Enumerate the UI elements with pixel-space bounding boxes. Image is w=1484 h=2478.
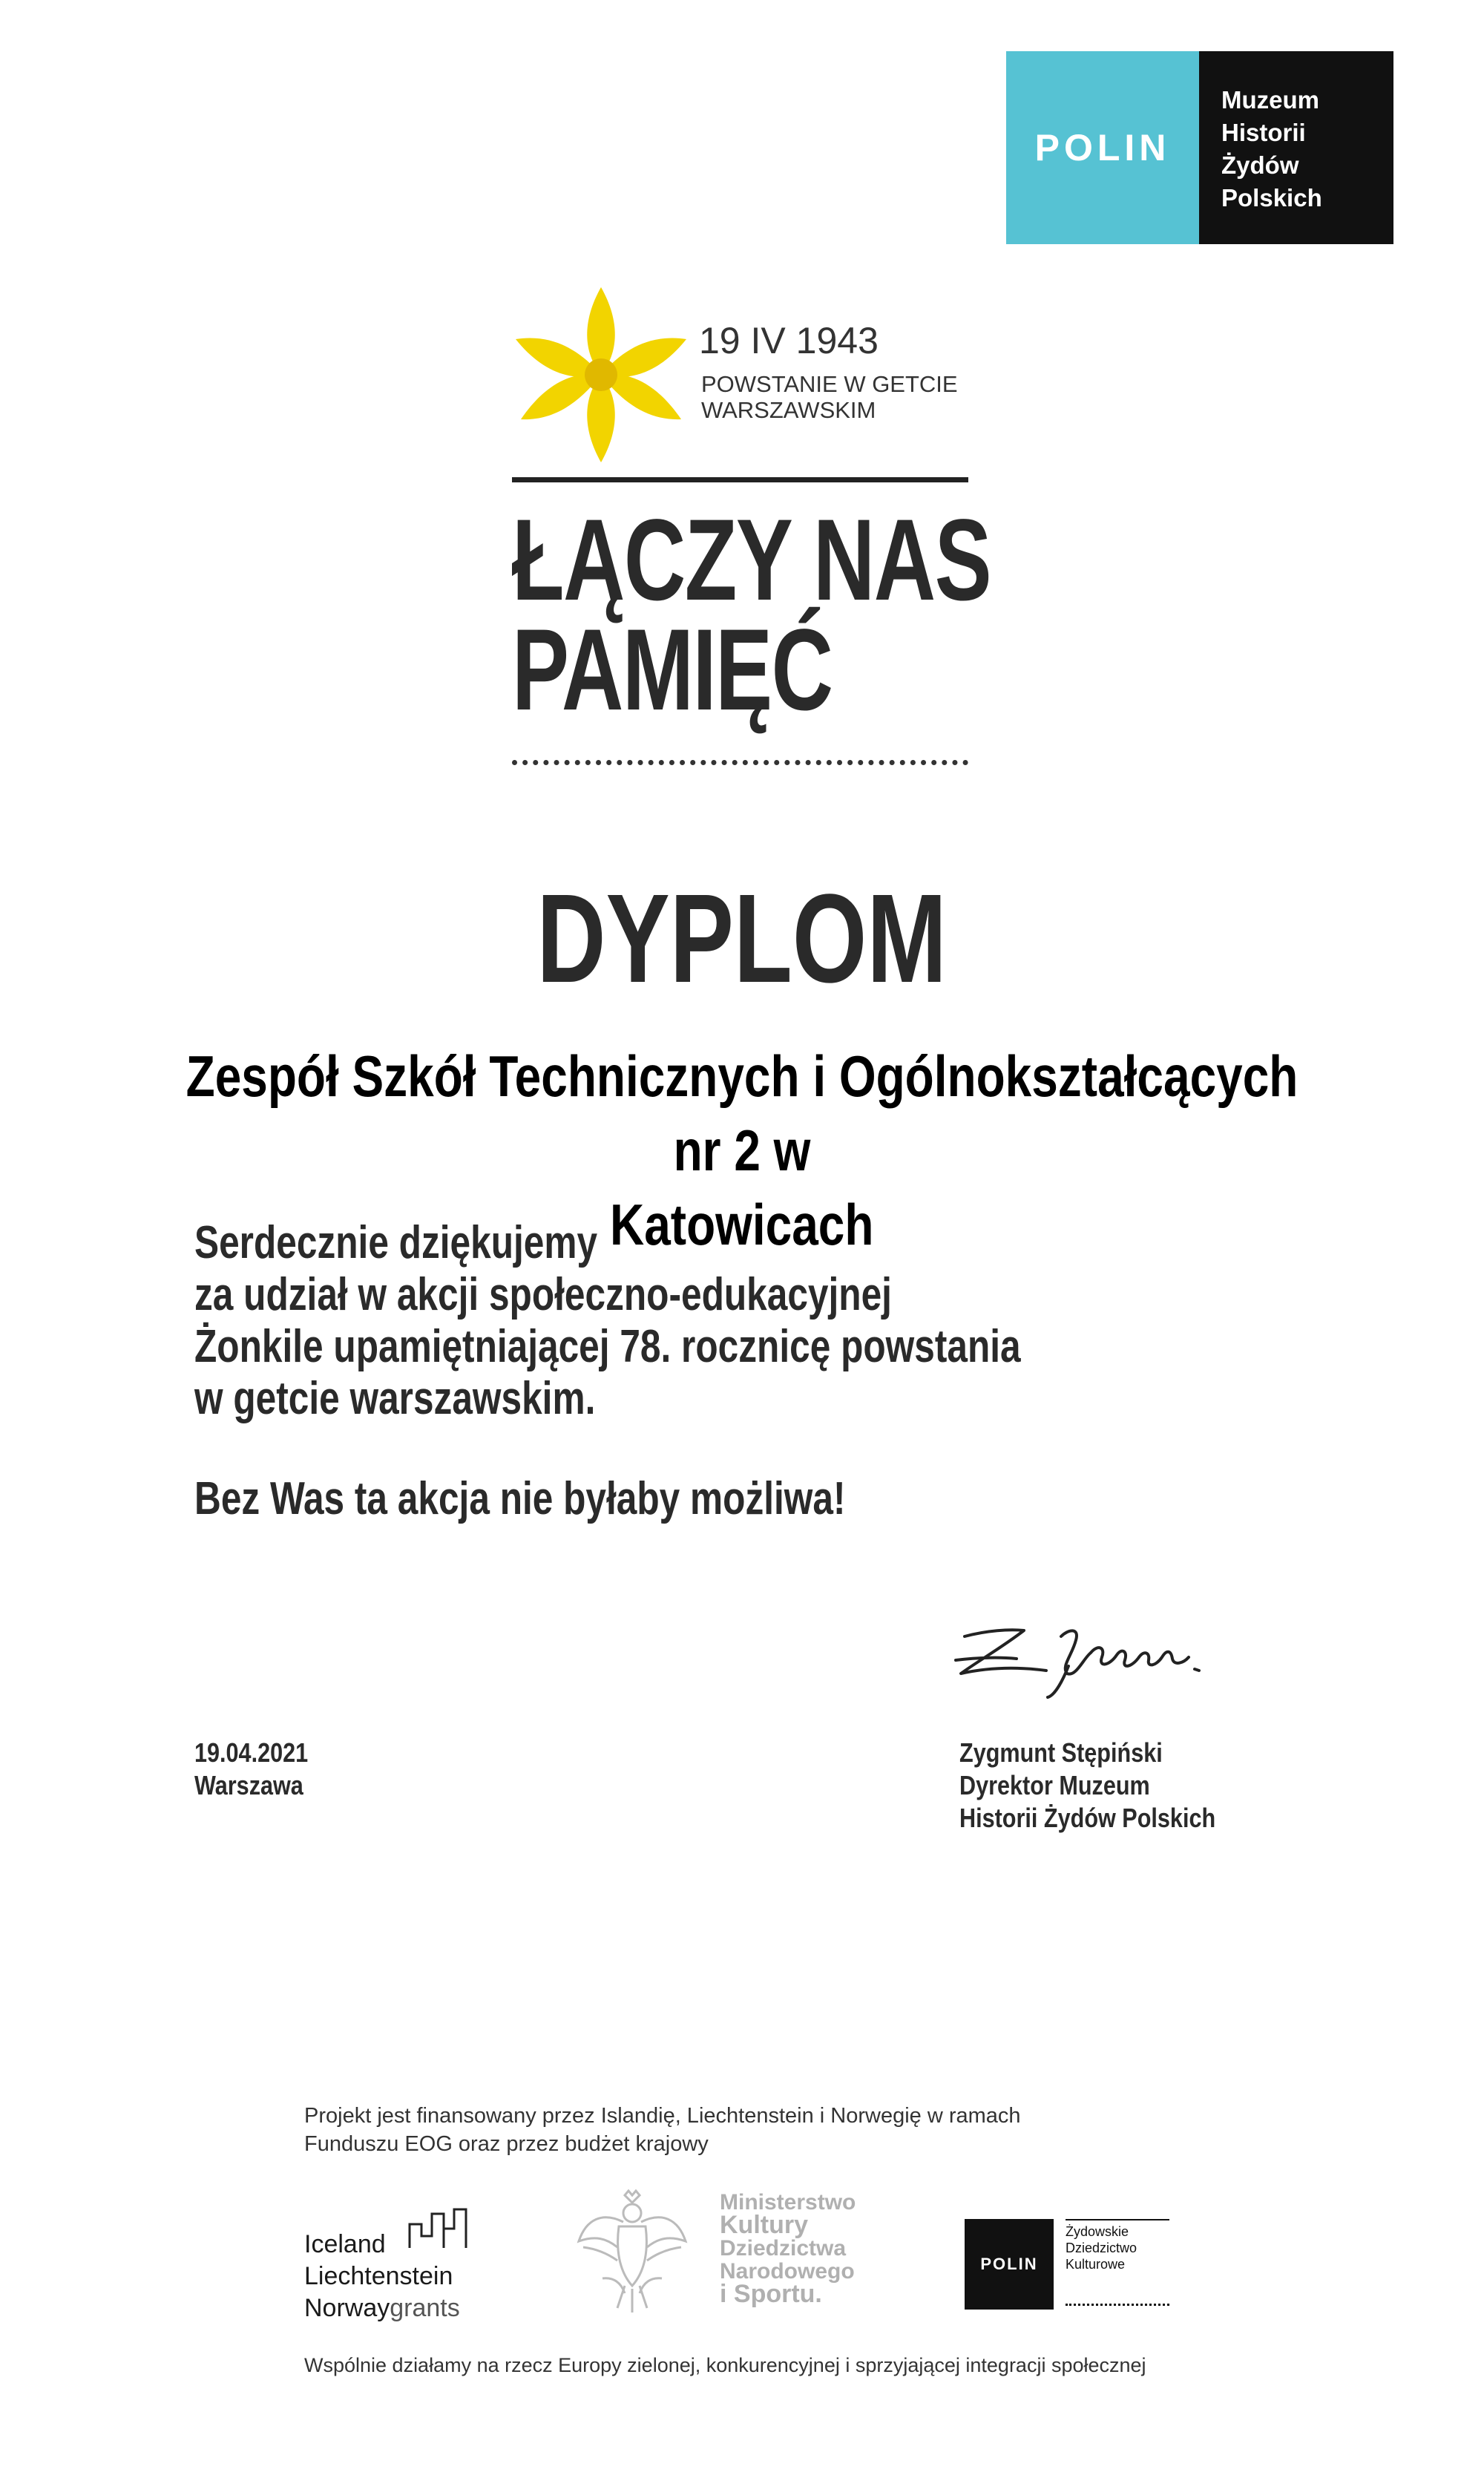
issue-place: Warszawa	[194, 1770, 303, 1800]
eea-iceland: Iceland	[304, 2230, 386, 2258]
zdk-top-rule	[1066, 2219, 1169, 2220]
zdk-line: Dziedzictwo	[1066, 2241, 1137, 2255]
eea-grants-logo	[304, 2193, 519, 2322]
eea-grants-mark-icon	[407, 2206, 473, 2251]
zdk-line: Żydowskie	[1066, 2224, 1129, 2239]
closing-message: Bez Was ta akcja nie byłaby możliwa!	[194, 1473, 846, 1524]
eea-liechtenstein: Liechtenstein	[304, 2262, 453, 2290]
zdk-polin-logo	[965, 2219, 1172, 2315]
signer-title-line2: Historii Żydów Polskich	[959, 1803, 1216, 1833]
zdk-polin-mark: POLIN	[965, 2219, 1054, 2310]
zdk-dotted-rule	[1066, 2304, 1169, 2306]
zdk-line: Kulturowe	[1066, 2257, 1126, 2272]
funding-note-line2: Funduszu EOG oraz przez budżet krajowy	[304, 2132, 709, 2156]
header-divider	[512, 477, 968, 482]
polin-mark-text: POLIN	[1034, 127, 1171, 168]
eea-norway: Norway	[304, 2294, 390, 2322]
polin-name-line: Historii	[1221, 119, 1306, 146]
signature-image	[950, 1614, 1247, 1703]
ministry-line: Dziedzictwa	[720, 2236, 847, 2261]
signer-name: Zygmunt Stępiński	[959, 1737, 1163, 1768]
thanks-line: za udział w akcji społeczno-edukacyjnej	[194, 1269, 892, 1320]
ministry-line: i Sportu.	[720, 2280, 822, 2308]
diploma-title	[0, 868, 1484, 1009]
eea-norway-grants	[304, 2292, 460, 2324]
campaign-date: 19 IV 1943	[699, 320, 879, 361]
polin-name-line: Muzeum	[1221, 86, 1319, 114]
dotted-divider	[512, 760, 968, 765]
signer-title-line1: Dyrektor Muzeum	[959, 1770, 1150, 1800]
polin-name-line: Żydów	[1221, 151, 1299, 179]
polish-eagle-emblem-icon	[573, 2189, 692, 2315]
daffodil-icon	[512, 282, 690, 468]
polin-mark	[1006, 51, 1199, 244]
campaign-subtitle-line2: WARSZAWSKIM	[701, 397, 876, 423]
footer-motto: Wspólnie działamy na rzecz Europy zielonej, konkurencyjnej i sprzyjającej integracji społecznej	[304, 2354, 1146, 2376]
ministry-line: Kultury	[720, 2211, 808, 2239]
thanks-line: Żonkile upamiętniającej 78. rocznicę powstania	[194, 1321, 1021, 1372]
ministry-line: Ministerstwo	[720, 2190, 856, 2215]
issue-date-place	[194, 1737, 308, 1802]
polin-name-line: Polskich	[1221, 184, 1322, 212]
polin-museum-name	[1199, 51, 1393, 244]
funding-note-line1: Projekt jest finansowany przez Islandię, Liechtenstein i Norwegię w ramach	[304, 2104, 1021, 2128]
thanks-line: Serdecznie dziękujemy	[194, 1217, 598, 1268]
slogan-line2: PAMIĘĆ	[512, 606, 833, 735]
funding-note	[304, 2102, 1021, 2158]
recipient-line2: Katowicach	[610, 1192, 874, 1257]
ministry-of-culture-logo	[720, 2191, 898, 2310]
zdk-text	[1066, 2223, 1137, 2272]
thanks-message	[194, 1217, 1021, 1425]
slogan-line1: ŁĄCZY NAS	[512, 496, 991, 625]
signer-block	[959, 1737, 1215, 1835]
eea-grants-word: grants	[390, 2294, 460, 2322]
issue-date: 19.04.2021	[194, 1737, 309, 1768]
diploma-title-text: DYPLOM	[536, 868, 948, 1009]
ministry-line: Narodowego	[720, 2259, 855, 2284]
polin-museum-logo	[1006, 51, 1393, 244]
campaign-subtitle-line1: POWSTANIE W GETCIE	[701, 371, 958, 397]
thanks-line: w getcie warszawskim.	[194, 1373, 596, 1424]
recipient-line1: Zespół Szkół Technicznych i Ogólnokształcących nr 2 w	[186, 1043, 1298, 1183]
